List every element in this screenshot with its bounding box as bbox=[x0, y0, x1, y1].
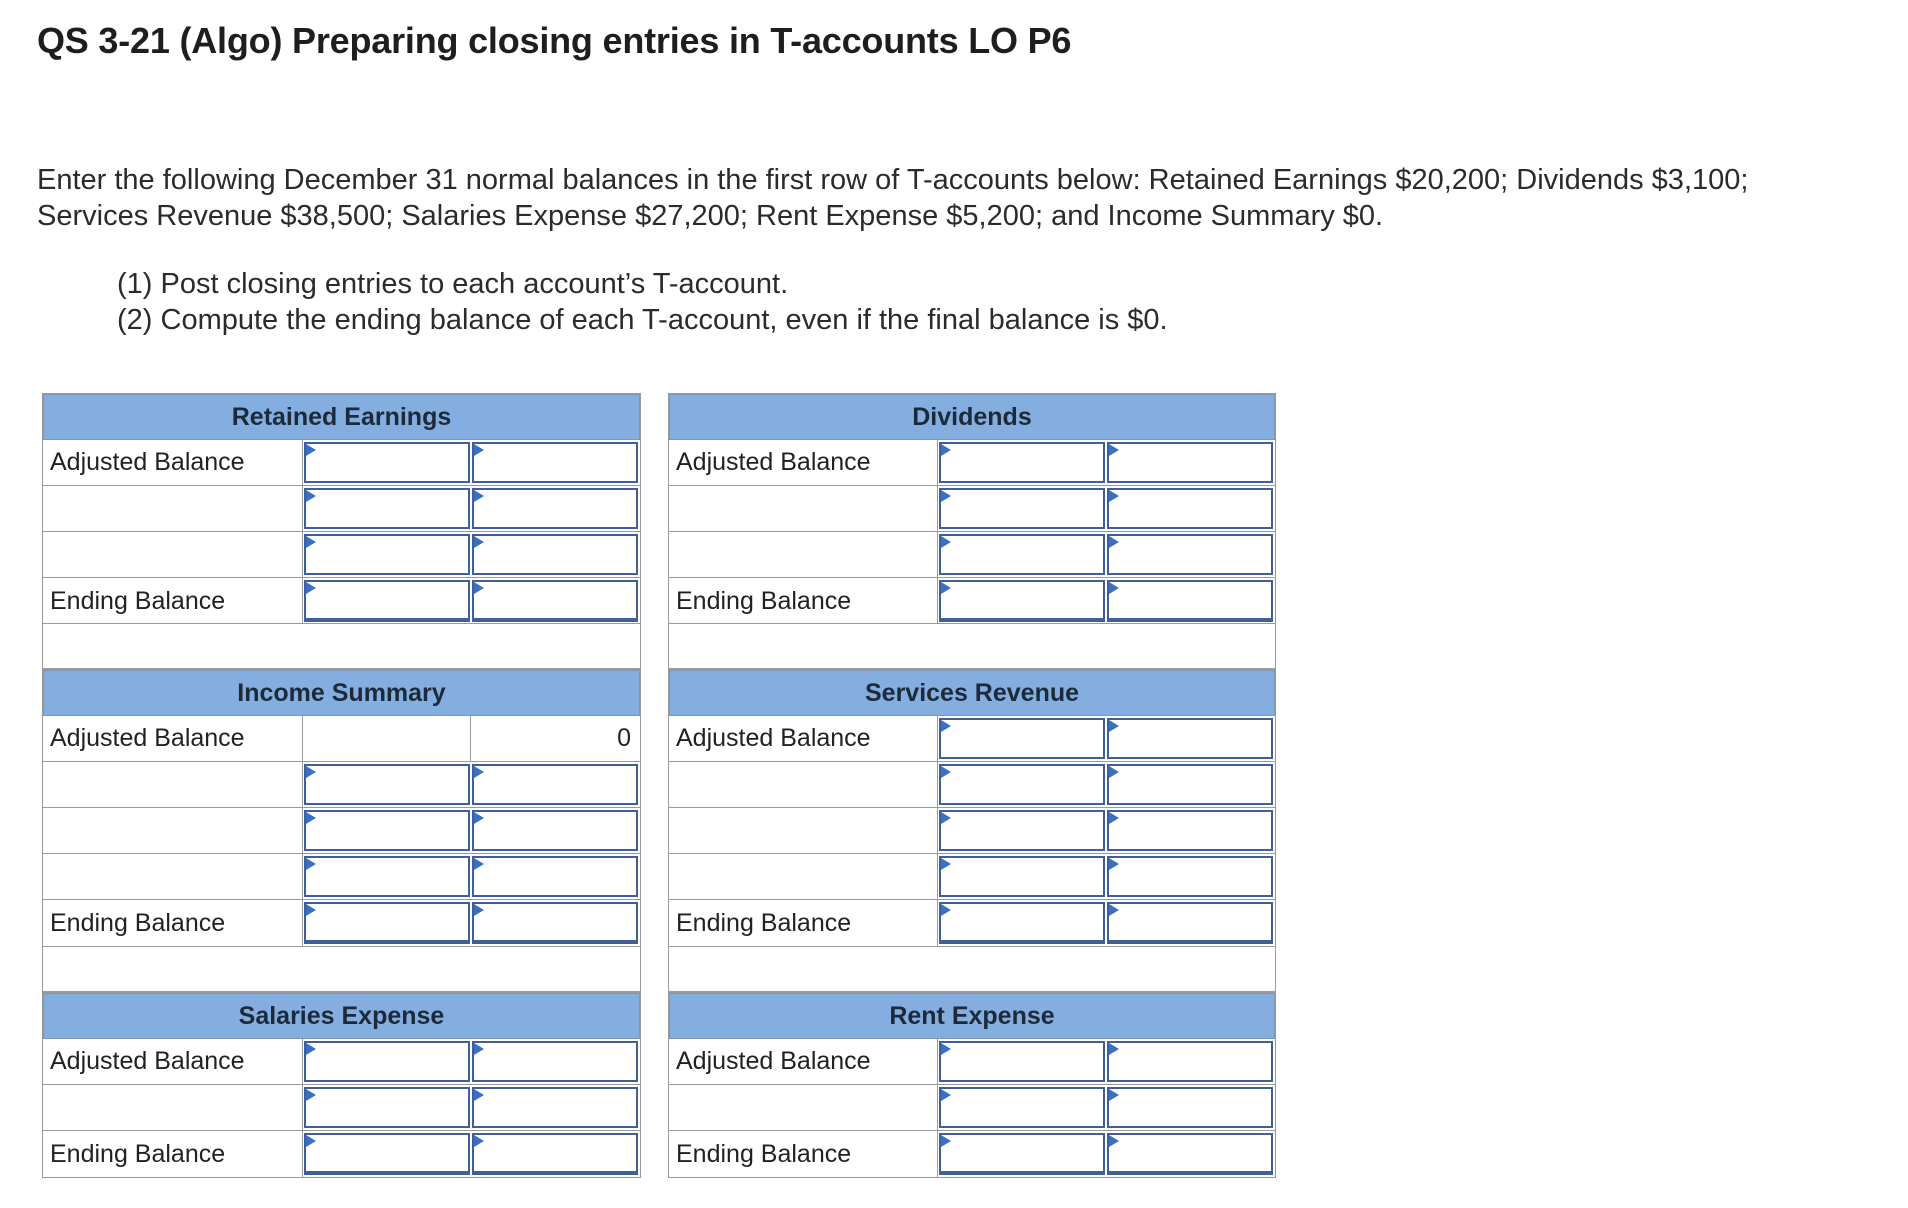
t-account-row bbox=[43, 532, 640, 578]
credit-input[interactable] bbox=[472, 856, 638, 897]
t-account-row bbox=[669, 1039, 1275, 1085]
t-account-row-ending bbox=[43, 900, 640, 946]
debit-cell bbox=[303, 716, 471, 761]
row-label bbox=[43, 854, 303, 899]
row-label: Ending Balance bbox=[43, 1131, 303, 1177]
t-account-title: Income Summary bbox=[43, 670, 640, 716]
debit-input[interactable] bbox=[304, 442, 470, 483]
debit-input[interactable] bbox=[304, 856, 470, 897]
t-account-retained-earnings bbox=[42, 393, 641, 625]
credit-input[interactable] bbox=[472, 1041, 638, 1082]
t-account-salaries-expense bbox=[42, 992, 641, 1178]
credit-input[interactable] bbox=[472, 534, 638, 575]
ending-credit-input[interactable] bbox=[472, 1133, 638, 1175]
t-account-row bbox=[43, 1085, 640, 1131]
t-account-row bbox=[43, 440, 640, 486]
row-label: Adjusted Balance bbox=[43, 716, 303, 761]
debit-input[interactable] bbox=[304, 534, 470, 575]
t-account-row-ending bbox=[669, 900, 1275, 946]
t-account-row bbox=[669, 762, 1275, 808]
debit-input[interactable] bbox=[939, 1041, 1105, 1082]
credit-input[interactable] bbox=[472, 810, 638, 851]
row-label: Adjusted Balance bbox=[669, 716, 938, 761]
row-label bbox=[669, 762, 938, 807]
page-title: QS 3-21 (Algo) Preparing closing entries in T-accounts LO P6 bbox=[37, 20, 1072, 61]
row-label bbox=[669, 486, 938, 531]
t-account-row bbox=[43, 486, 640, 532]
ending-debit-input[interactable] bbox=[939, 902, 1105, 944]
t-account-row bbox=[43, 1039, 640, 1085]
t-account-dividends bbox=[668, 393, 1276, 625]
t-account-row-ending bbox=[43, 1131, 640, 1177]
ending-debit-input[interactable] bbox=[939, 1133, 1105, 1175]
credit-input[interactable] bbox=[472, 488, 638, 529]
credit-input[interactable] bbox=[1107, 1087, 1273, 1128]
credit-value: 0 bbox=[617, 724, 631, 752]
row-label: Adjusted Balance bbox=[43, 440, 303, 485]
t-account-row bbox=[669, 808, 1275, 854]
credit-input[interactable] bbox=[1107, 534, 1273, 575]
ending-debit-input[interactable] bbox=[304, 902, 470, 944]
row-label bbox=[43, 532, 303, 577]
row-label bbox=[43, 1085, 303, 1130]
t-account-title: Services Revenue bbox=[669, 670, 1275, 716]
spacer-row bbox=[42, 946, 641, 992]
debit-input[interactable] bbox=[939, 764, 1105, 805]
debit-input[interactable] bbox=[304, 1087, 470, 1128]
credit-input[interactable] bbox=[1107, 856, 1273, 897]
row-label bbox=[43, 486, 303, 531]
ending-debit-input[interactable] bbox=[304, 1133, 470, 1175]
t-account-income-summary bbox=[42, 669, 641, 947]
t-account-row bbox=[669, 854, 1275, 900]
t-account-row bbox=[669, 1085, 1275, 1131]
instructions-line-1: Enter the following December 31 normal balances in the first row of T-accounts below: Retained Earnings $20,200; Dividends $3,100; bbox=[37, 164, 1749, 196]
credit-input[interactable] bbox=[1107, 1041, 1273, 1082]
debit-input[interactable] bbox=[304, 488, 470, 529]
row-label: Adjusted Balance bbox=[43, 1039, 303, 1084]
credit-input[interactable] bbox=[1107, 810, 1273, 851]
t-account-row bbox=[43, 716, 640, 762]
debit-input[interactable] bbox=[939, 1087, 1105, 1128]
debit-input[interactable] bbox=[939, 810, 1105, 851]
t-account-row-ending bbox=[669, 578, 1275, 624]
ending-credit-input[interactable] bbox=[1107, 902, 1273, 944]
row-label: Ending Balance bbox=[43, 900, 303, 946]
row-label: Ending Balance bbox=[43, 578, 303, 624]
debit-input[interactable] bbox=[304, 1041, 470, 1082]
debit-input[interactable] bbox=[939, 488, 1105, 529]
ending-debit-input[interactable] bbox=[939, 580, 1105, 622]
row-label bbox=[669, 854, 938, 899]
row-label: Ending Balance bbox=[669, 1131, 938, 1177]
t-account-title: Dividends bbox=[669, 394, 1275, 440]
debit-input[interactable] bbox=[939, 856, 1105, 897]
spacer-row bbox=[668, 623, 1276, 669]
steps-list bbox=[117, 266, 1168, 338]
t-account-title: Retained Earnings bbox=[43, 394, 640, 440]
ending-credit-input[interactable] bbox=[472, 580, 638, 622]
instructions-line-2: Services Revenue $38,500; Salaries Expense $27,200; Rent Expense $5,200; and Income Summary $0. bbox=[37, 200, 1384, 232]
credit-input[interactable] bbox=[472, 442, 638, 483]
t-account-row-ending bbox=[669, 1131, 1275, 1177]
debit-input[interactable] bbox=[939, 442, 1105, 483]
debit-input[interactable] bbox=[304, 764, 470, 805]
debit-input[interactable] bbox=[939, 718, 1105, 759]
t-account-row-ending bbox=[43, 578, 640, 624]
ending-credit-input[interactable] bbox=[1107, 580, 1273, 622]
t-account-row bbox=[669, 532, 1275, 578]
t-account-title: Rent Expense bbox=[669, 993, 1275, 1039]
row-label bbox=[43, 808, 303, 853]
step-2: (2) Compute the ending balance of each T-account, even if the final balance is $0. bbox=[117, 304, 1168, 336]
row-label: Adjusted Balance bbox=[669, 440, 938, 485]
credit-input[interactable] bbox=[472, 764, 638, 805]
credit-input[interactable] bbox=[1107, 764, 1273, 805]
t-account-services-revenue bbox=[668, 669, 1276, 947]
debit-input[interactable] bbox=[304, 810, 470, 851]
ending-credit-input[interactable] bbox=[1107, 1133, 1273, 1175]
credit-input[interactable] bbox=[1107, 442, 1273, 483]
t-account-row bbox=[669, 486, 1275, 532]
ending-debit-input[interactable] bbox=[304, 580, 470, 622]
debit-input[interactable] bbox=[939, 534, 1105, 575]
ending-credit-input[interactable] bbox=[472, 902, 638, 944]
t-account-row bbox=[43, 808, 640, 854]
row-label bbox=[669, 1085, 938, 1130]
spacer-row bbox=[42, 623, 641, 669]
row-label: Ending Balance bbox=[669, 578, 938, 624]
row-label bbox=[43, 762, 303, 807]
row-label: Adjusted Balance bbox=[669, 1039, 938, 1084]
instructions bbox=[37, 162, 1748, 234]
t-account-row bbox=[43, 854, 640, 900]
spacer-row bbox=[668, 946, 1276, 992]
t-account-row bbox=[669, 716, 1275, 762]
t-account-title: Salaries Expense bbox=[43, 993, 640, 1039]
t-account-row bbox=[669, 440, 1275, 486]
row-label bbox=[669, 532, 938, 577]
row-label: Ending Balance bbox=[669, 900, 938, 946]
t-account-row bbox=[43, 762, 640, 808]
credit-input[interactable] bbox=[1107, 488, 1273, 529]
step-1: (1) Post closing entries to each account’s T-account. bbox=[117, 268, 789, 300]
t-account-rent-expense bbox=[668, 992, 1276, 1178]
row-label bbox=[669, 808, 938, 853]
credit-input[interactable] bbox=[472, 1087, 638, 1128]
credit-input[interactable] bbox=[1107, 718, 1273, 759]
